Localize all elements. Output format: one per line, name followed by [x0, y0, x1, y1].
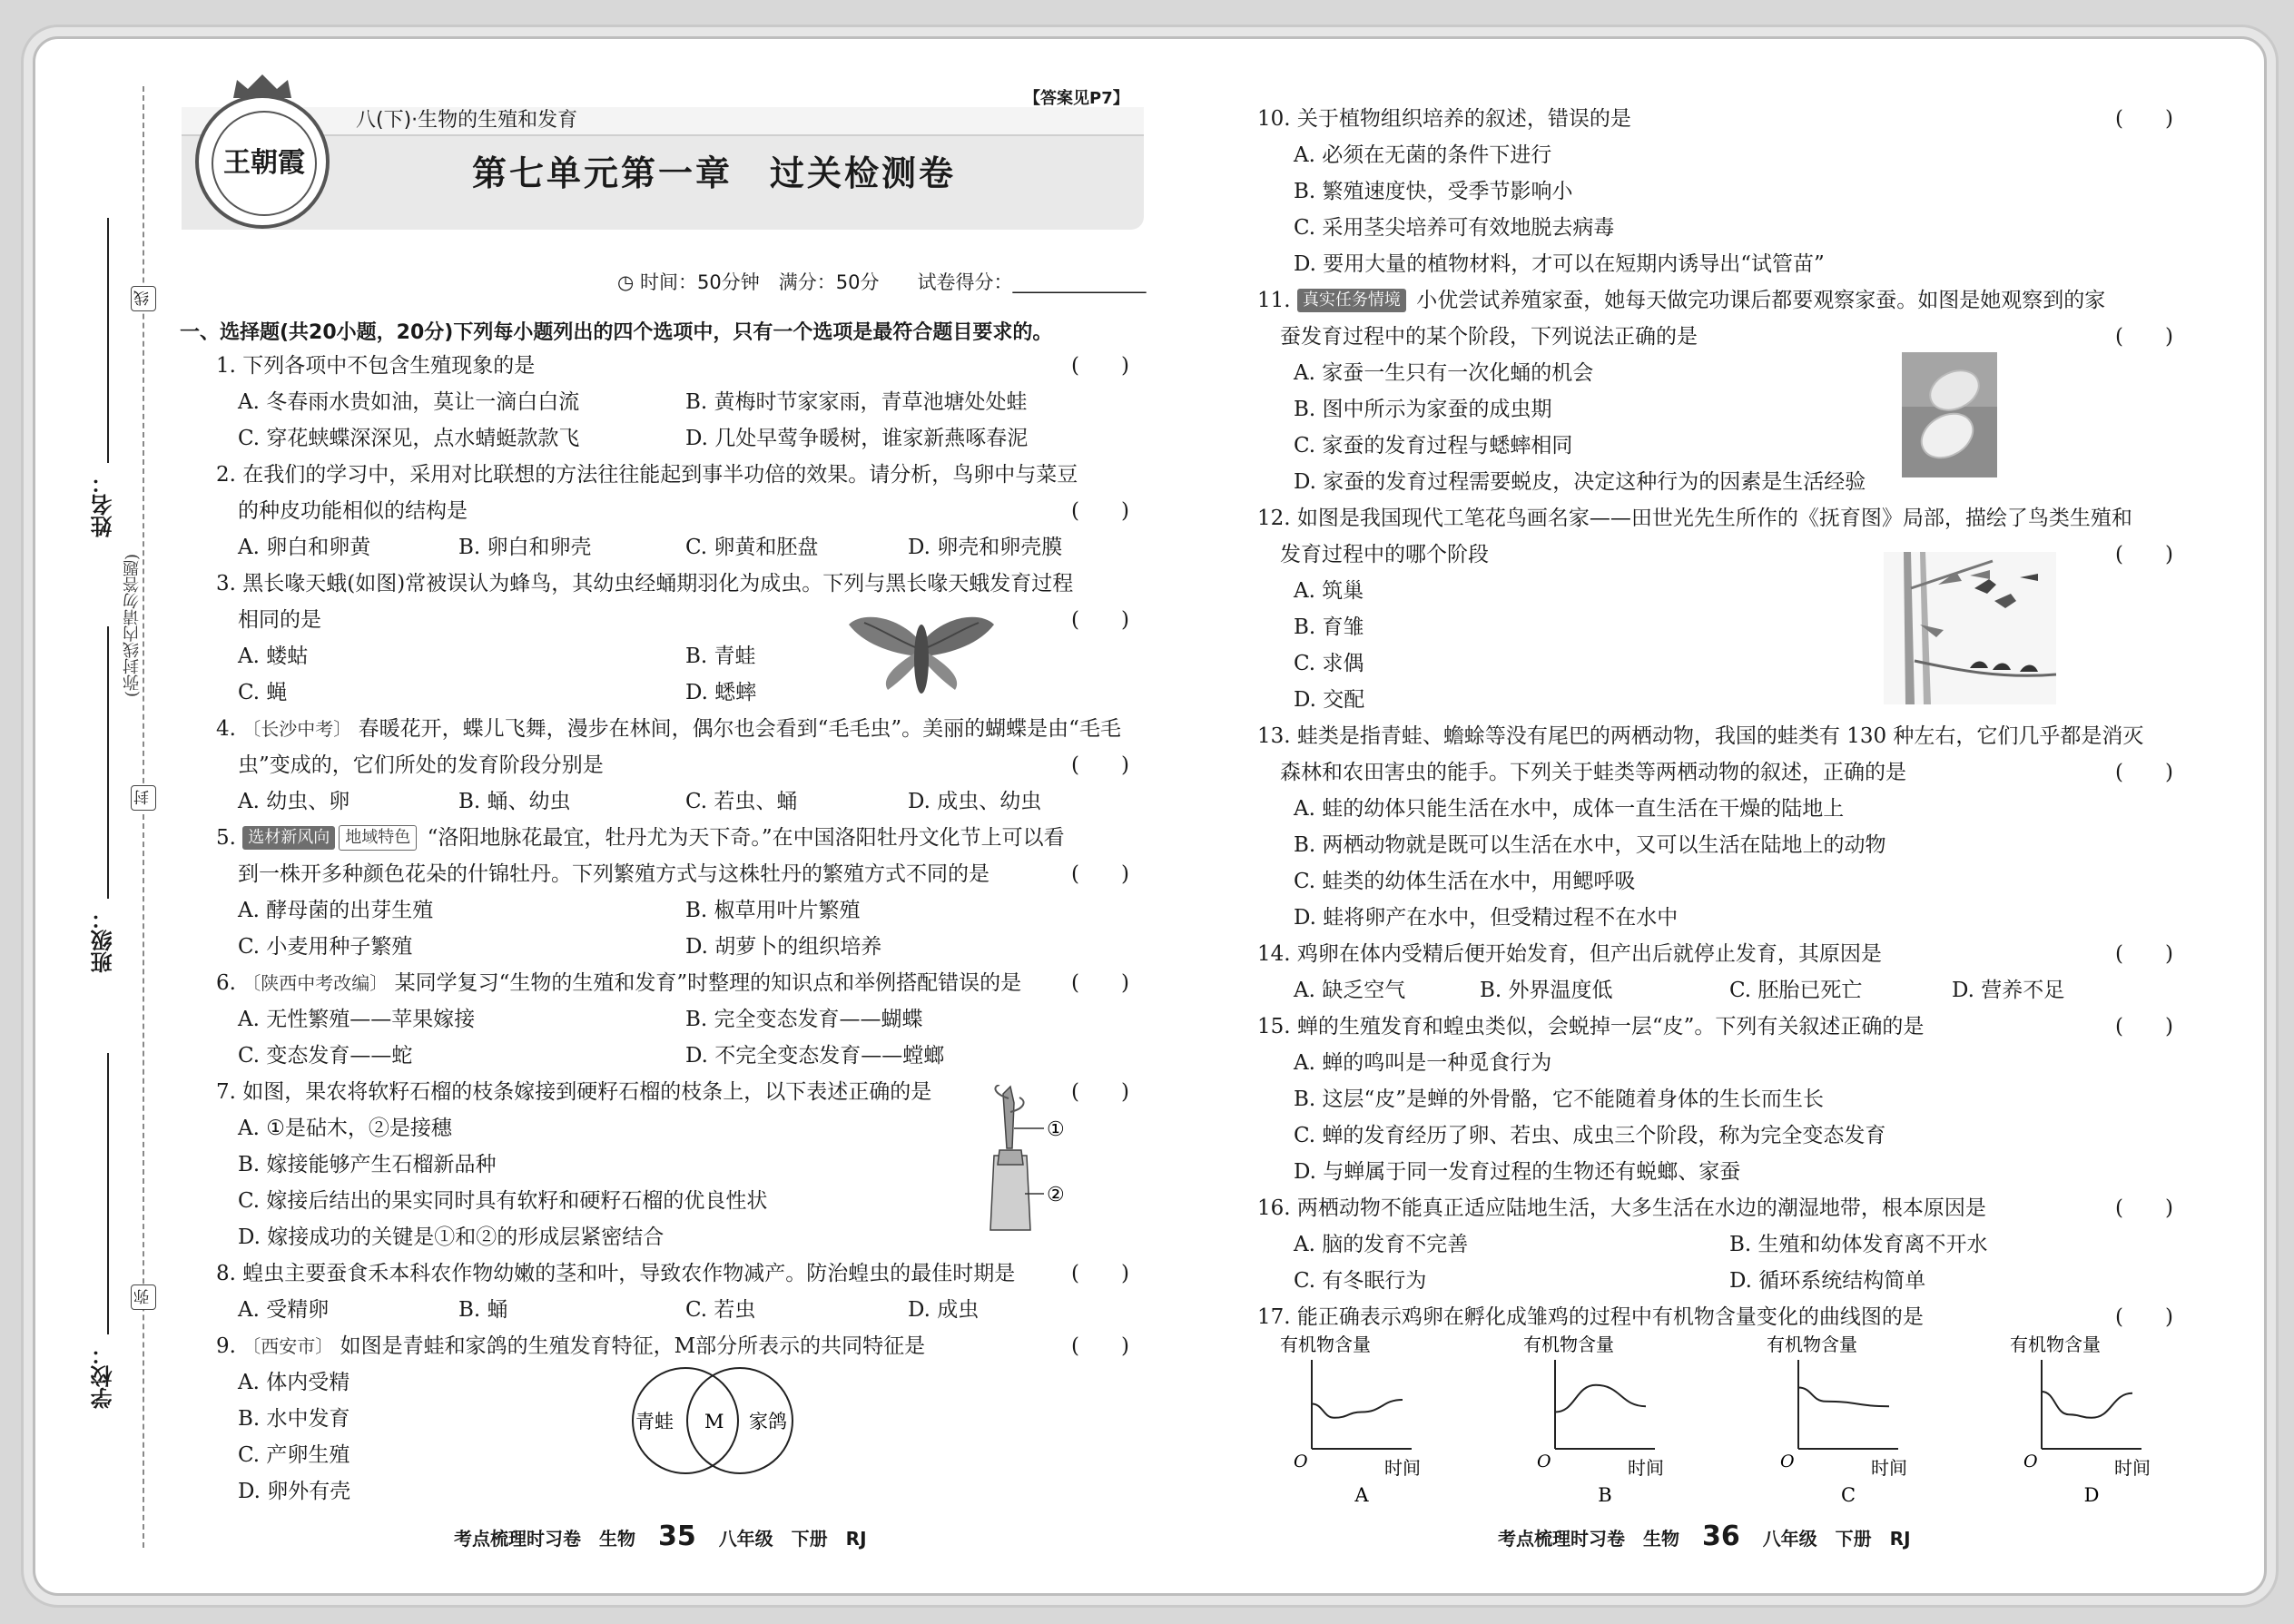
graph-origin: O: [1537, 1452, 1551, 1471]
q4-option-c[interactable]: C. 若虫、蛹: [685, 790, 798, 813]
q13-option-d[interactable]: D. 蛙将卵产在水中，但受精过程不在水中: [1294, 906, 1679, 930]
q8-option-a[interactable]: A. 受精卵: [238, 1298, 330, 1322]
q9-answer-paren[interactable]: ( ): [1071, 1334, 1129, 1358]
q8-option-b[interactable]: B. 蛹: [458, 1298, 508, 1322]
footer-right-suffix: 八年级 下册 RJ: [1762, 1528, 1911, 1550]
seal-mark-line: 线: [131, 286, 156, 311]
logo-text: 王朝霞: [212, 111, 317, 216]
q4-stem: 春暖花开，蝶儿飞舞，漫步在林间，偶尔也会看到“毛毛虫”。美丽的蝴蝶是由“毛毛: [358, 717, 1121, 741]
q5-stem-line: [216, 820, 1065, 856]
q12-stem: 12. 如图是我国现代工笔花鸟画名家——田世光先生所作的《抚育图》局部，描绘了鸟类生殖和: [1257, 507, 2132, 530]
clock-icon: ◷: [617, 271, 635, 293]
graph-curve: [2042, 1392, 2132, 1418]
q10-option-d[interactable]: D. 要用大量的植物材料，才可以在短期内诱导出“试管苗”: [1294, 252, 1825, 276]
q7-option-b[interactable]: B. 嫁接能够产生石榴新品种: [238, 1153, 497, 1176]
q5-option-b[interactable]: B. 椒草用叶片繁殖: [685, 899, 861, 922]
q2-stem-cont: 的种皮功能相似的结构是: [238, 499, 468, 523]
class-field[interactable]: [107, 626, 109, 899]
q12-option-a[interactable]: A. 筑巢: [1294, 579, 1364, 603]
q1-option-a[interactable]: A. 冬春雨水贵如油，莫让一滴白白流: [238, 390, 580, 414]
q5-option-a[interactable]: A. 酵母菌的出芽生殖: [238, 899, 434, 922]
graph-origin: O: [1294, 1452, 1308, 1471]
page-number-right: 36: [1701, 1521, 1740, 1552]
footer-left: [454, 1521, 867, 1552]
q3-stem: 3. 黑长喙天蛾(如图)常被误认为蜂鸟，其幼虫经蛹期羽化为成虫。下列与黑长喙天蛾发育过程: [216, 572, 1074, 595]
graph-ylabel: 有机物含量: [1280, 1334, 1371, 1355]
q3-option-c[interactable]: C. 蝇: [238, 681, 288, 704]
q14-option-d[interactable]: D. 营养不足: [1952, 979, 2065, 1002]
q3-option-a[interactable]: A. 蝼蛄: [238, 645, 309, 668]
grafting-diagram: [967, 1085, 1085, 1235]
q2-stem: 2. 在我们的学习中，采用对比联想的方法往往能起到事半功倍的效果。请分析，鸟卵中与菜豆: [216, 463, 1078, 487]
q16-option-d[interactable]: D. 循环系统结构简单: [1729, 1269, 1926, 1293]
q6-stem: 某同学复习“生物的生殖和发育”时整理的知识点和举例搭配错误的是: [394, 971, 1022, 995]
q1-answer-paren[interactable]: ( ): [1071, 354, 1129, 378]
q7-answer-paren[interactable]: ( ): [1071, 1080, 1129, 1104]
q10-option-c[interactable]: C. 采用茎尖培养可有效地脱去病毒: [1294, 216, 1615, 240]
q4-number: 4.: [216, 717, 236, 741]
q6-stem-line: [216, 965, 1021, 1001]
q13-answer-paren[interactable]: ( ): [2115, 761, 2173, 784]
q3-option-d[interactable]: D. 蟋蟀: [685, 681, 757, 704]
q9-option-c[interactable]: C. 产卵生殖: [238, 1443, 350, 1467]
q10-stem: 10. 关于植物组织培养的叙述，错误的是: [1257, 107, 1631, 131]
graph-option-label: B: [1598, 1484, 1612, 1505]
q8-stem: 8. 蝗虫主要蚕食禾本科农作物幼嫩的茎和叶，导致农作物减产。防治蝗虫的最佳时期是: [216, 1262, 1016, 1285]
q1-option-c[interactable]: C. 穿花蛱蝶深深见，点水蜻蜓款款飞: [238, 427, 580, 450]
graph-d: [2010, 1334, 2151, 1505]
q16-option-c[interactable]: C. 有冬眠行为: [1294, 1269, 1427, 1293]
q10-option-a[interactable]: A. 必须在无菌的条件下进行: [1294, 143, 1552, 167]
footer-right-prefix: 考点梳理时习卷 生物: [1498, 1528, 1679, 1550]
graph-xlabel: 时间: [1628, 1457, 1664, 1479]
q12-stem-cont: 发育过程中的哪个阶段: [1280, 543, 1489, 566]
bird-painting-image: [1884, 552, 2056, 704]
q5-answer-paren[interactable]: ( ): [1071, 862, 1129, 886]
q2-option-d[interactable]: D. 卵壳和卵壳膜: [908, 536, 1063, 559]
header-strip: [182, 107, 1144, 136]
name-label: 姓名：: [91, 472, 116, 537]
q9-stem-line: [216, 1328, 925, 1364]
q3-option-b[interactable]: B. 青蛙: [685, 645, 756, 668]
q4-option-d[interactable]: D. 成虫、幼虫: [908, 790, 1042, 813]
name-field[interactable]: [107, 218, 109, 463]
q15-answer-paren[interactable]: ( ): [2115, 1015, 2173, 1038]
answer-reference: 【答案见P7】: [1024, 89, 1129, 108]
seal-note: (弥封线内请勿答题): [123, 554, 142, 698]
q13-option-c[interactable]: C. 蛙类的幼体生活在水中，用鳃呼吸: [1294, 870, 1636, 893]
venn-diagram: [617, 1362, 808, 1480]
silkworm-cocoon-image: [1902, 352, 1997, 477]
q11-option-d[interactable]: D. 家蚕的发育过程需要蜕皮，决定这种行为的因素是生活经验: [1294, 470, 1866, 494]
graph-xlabel: 时间: [1384, 1457, 1421, 1479]
venn-mid-label: M: [704, 1411, 724, 1432]
graph-c: [1767, 1334, 1907, 1505]
graph-ylabel: 有机物含量: [1523, 1334, 1614, 1355]
graph-option-label: D: [2083, 1484, 2100, 1505]
q5-number: 5.: [216, 826, 236, 850]
q15-option-d[interactable]: D. 与蝉属于同一发育过程的生物还有蜕螂、家蚕: [1294, 1160, 1741, 1184]
seal-mark-close: 弥: [131, 1284, 156, 1310]
q16-answer-paren[interactable]: ( ): [2115, 1196, 2173, 1220]
q8-answer-paren[interactable]: ( ): [1071, 1262, 1129, 1285]
q11-option-b[interactable]: B. 图中所示为家蚕的成虫期: [1294, 398, 1552, 421]
q11-stem-line: [1257, 282, 2105, 319]
class-label: 班级：: [91, 908, 116, 973]
graft-label-2: ②: [1047, 1184, 1065, 1206]
q6-option-a[interactable]: A. 无性繁殖——苹果嫁接: [238, 1008, 476, 1031]
q12-option-c[interactable]: C. 求偶: [1294, 652, 1364, 675]
graph-curve: [1312, 1400, 1403, 1418]
graph-xlabel: 时间: [2114, 1457, 2151, 1479]
graft-label-1: ①: [1047, 1118, 1065, 1141]
hawk-moth-image: [844, 606, 999, 697]
venn-left-label: 青蛙: [635, 1411, 674, 1432]
graph-origin: O: [2023, 1452, 2038, 1471]
q5-tag-new-material: 选材新风向: [242, 826, 335, 850]
page-number-left: 35: [657, 1521, 696, 1552]
q14-stem: 14. 鸡卵在体内受精后便开始发育，但产出后就停止发育，其原因是: [1257, 942, 1882, 966]
q13-option-a[interactable]: A. 蛙的幼体只能生活在水中，成体一直生活在干燥的陆地上: [1294, 797, 1845, 821]
q1-option-b[interactable]: B. 黄梅时节家家雨，青草池塘处处蛙: [685, 390, 1028, 414]
exam-meta-text: 时间：50分钟 满分：50分 试卷得分：______________: [640, 271, 1147, 293]
q2-option-a[interactable]: A. 卵白和卵黄: [238, 536, 371, 559]
q2-answer-paren[interactable]: ( ): [1071, 499, 1129, 523]
footer-left-suffix: 八年级 下册 RJ: [718, 1528, 867, 1550]
page-title: 第七单元第一章 过关检测卷: [472, 153, 957, 193]
exam-meta: [617, 268, 1146, 295]
q9-option-a[interactable]: A. 体内受精: [238, 1371, 350, 1394]
q13-stem: 13. 蛙类是指青蛙、蟾蜍等没有尾巴的两栖动物，我国的蛙类有 130 种左右，它们几乎都是消灭: [1257, 724, 2144, 748]
q11-option-c[interactable]: C. 家蚕的发育过程与蟋蟀相同: [1294, 434, 1573, 458]
q16-option-a[interactable]: A. 脑的发育不完善: [1294, 1233, 1469, 1256]
series-label: 八(下)·生物的生殖和发育: [356, 109, 578, 132]
q11-answer-paren[interactable]: ( ): [2115, 325, 2173, 349]
q17-answer-paren[interactable]: ( ): [2115, 1305, 2173, 1329]
q5-tag-regional: 地域特色: [339, 825, 417, 851]
q4-option-b[interactable]: B. 蛹、幼虫: [458, 790, 571, 813]
graph-a: [1280, 1334, 1421, 1505]
graph-curve: [1555, 1385, 1646, 1412]
graph-b: [1523, 1334, 1664, 1505]
q5-stem-cont: 到一株开多种颜色花朵的什锦牡丹。下列繁殖方式与这株牡丹的繁殖方式不同的是: [238, 862, 989, 886]
q8-option-d[interactable]: D. 成虫: [908, 1298, 980, 1322]
q2-option-b[interactable]: B. 卵白和卵壳: [458, 536, 592, 559]
q15-option-b[interactable]: B. 这层“皮”是蝉的外骨骼，它不能随着身体的生长而生长: [1294, 1088, 1825, 1111]
section-heading: 一、选择题(共20小题，20分)下列每小题列出的四个选项中，只有一个选项是最符合题目要求的。: [180, 321, 1053, 344]
school-field[interactable]: [107, 1053, 109, 1334]
q6-option-c[interactable]: C. 变态发育——蛇: [238, 1044, 413, 1068]
q13-stem-cont: 森林和农田害虫的能手。下列关于蛙类等两栖动物的叙述，正确的是: [1280, 761, 1906, 784]
q13-option-b[interactable]: B. 两栖动物就是既可以生活在水中，又可以生活在陆地上的动物: [1294, 833, 1886, 857]
q7-stem: 7. 如图，果农将软籽石榴的枝条嫁接到硬籽石榴的枝条上，以下表述正确的是: [216, 1080, 932, 1104]
q6-option-b[interactable]: B. 完全变态发育——蝴蝶: [685, 1008, 923, 1031]
q12-option-d[interactable]: D. 交配: [1294, 688, 1365, 712]
q5-option-d[interactable]: D. 胡萝卜的组织培养: [685, 935, 882, 959]
q8-option-c[interactable]: C. 若虫: [685, 1298, 756, 1322]
q4-source: 〔长沙中考〕: [242, 718, 352, 740]
q9-number: 9.: [216, 1334, 236, 1358]
q5-stem: “洛阳地脉花最宜，牡丹尤为天下奇。”在中国洛阳牡丹文化节上可以看: [427, 826, 1065, 850]
q12-option-b[interactable]: B. 育雏: [1294, 615, 1364, 639]
graph-option-label: C: [1840, 1484, 1856, 1505]
q6-source: 〔陕西中考改编〕: [242, 972, 389, 994]
school-label: 学校：: [91, 1343, 116, 1409]
q9-source: 〔西安市〕: [242, 1335, 334, 1357]
q7-option-c[interactable]: C. 嫁接后结出的果实同时具有软籽和硬籽石榴的优良性状: [238, 1189, 768, 1213]
q15-option-a[interactable]: A. 蝉的鸣叫是一种觅食行为: [1294, 1051, 1552, 1075]
graph-xlabel: 时间: [1871, 1457, 1907, 1479]
q11-stem: 小优尝试养殖家蚕，她每天做完功课后都要观察家蚕。如图是她观察到的家: [1416, 289, 2106, 312]
q14-option-a[interactable]: A. 缺乏空气: [1294, 979, 1406, 1002]
q5-option-c[interactable]: C. 小麦用种子繁殖: [238, 935, 413, 959]
q6-number: 6.: [216, 971, 236, 995]
q4-option-a[interactable]: A. 幼虫、卵: [238, 790, 350, 813]
q7-option-d[interactable]: D. 嫁接成功的关键是①和②的形成层紧密结合: [238, 1225, 665, 1249]
q3-answer-paren[interactable]: ( ): [1071, 608, 1129, 632]
seal-mark-seal: 封: [131, 785, 156, 811]
q4-answer-paren[interactable]: ( ): [1071, 753, 1129, 777]
q16-stem: 16. 两栖动物不能真正适应陆地生活，大多生活在水边的潮湿地带，根本原因是: [1257, 1196, 1986, 1220]
q11-number: 11.: [1257, 289, 1291, 312]
q11-option-a[interactable]: A. 家蚕一生只有一次化蛹的机会: [1294, 361, 1594, 385]
q10-option-b[interactable]: B. 繁殖速度快，受季节影响小: [1294, 180, 1573, 203]
q17-stem: 17. 能正确表示鸡卵在孵化成雏鸡的过程中有机物含量变化的曲线图的是: [1257, 1305, 1924, 1329]
graph-ylabel: 有机物含量: [1767, 1334, 1857, 1355]
q1-stem: 1. 下列各项中不包含生殖现象的是: [216, 354, 536, 378]
q7-option-a[interactable]: A. ①是砧木，②是接穗: [238, 1117, 452, 1140]
q9-option-d[interactable]: D. 卵外有壳: [238, 1480, 351, 1503]
q14-option-b[interactable]: B. 外界温度低: [1480, 979, 1613, 1002]
q15-option-c[interactable]: C. 蝉的发育经历了卵、若虫、成虫三个阶段，称为完全变态发育: [1294, 1124, 1886, 1147]
footer-right: [1498, 1521, 1911, 1552]
q14-option-c[interactable]: C. 胚胎已死亡: [1729, 979, 1863, 1002]
q2-option-c[interactable]: C. 卵黄和胚盘: [685, 536, 819, 559]
logo: [195, 94, 330, 229]
footer-left-prefix: 考点梳理时习卷 生物: [454, 1528, 635, 1550]
graph-option-label: A: [1354, 1484, 1369, 1505]
q10-answer-paren[interactable]: ( ): [2115, 107, 2173, 131]
q12-answer-paren[interactable]: ( ): [2115, 543, 2173, 566]
q9-stem: 如图是青蛙和家鸽的生殖发育特征，M部分所表示的共同特征是: [340, 1334, 926, 1358]
q1-option-d[interactable]: D. 几处早莺争暖树，谁家新燕啄春泥: [685, 427, 1029, 450]
q11-tag-real-task: 真实任务情境: [1297, 289, 1406, 312]
q6-answer-paren[interactable]: ( ): [1071, 971, 1129, 995]
q3-stem-cont: 相同的是: [238, 608, 321, 632]
q4-stem-line: [216, 711, 1121, 747]
q16-option-b[interactable]: B. 生殖和幼体发育离不开水: [1729, 1233, 1988, 1256]
q11-stem-cont: 蚕发育过程中的某个阶段，下列说法正确的是: [1280, 325, 1698, 349]
q9-option-b[interactable]: B. 水中发育: [238, 1407, 350, 1431]
q4-stem-cont: 虫”变成的，它们所处的发育阶段分别是: [238, 753, 604, 777]
graph-curve: [1798, 1388, 1889, 1407]
graph-origin: O: [1780, 1452, 1795, 1471]
q14-answer-paren[interactable]: ( ): [2115, 942, 2173, 966]
graph-ylabel: 有机物含量: [2010, 1334, 2101, 1355]
venn-right-label: 家鸽: [749, 1411, 787, 1432]
q6-option-d[interactable]: D. 不完全变态发育——螳螂: [685, 1044, 945, 1068]
q17-graphs: [1275, 1333, 2183, 1505]
q15-stem: 15. 蝉的生殖发育和蝗虫类似，会蜕掉一层“皮”。下列有关叙述正确的是: [1257, 1015, 1925, 1038]
